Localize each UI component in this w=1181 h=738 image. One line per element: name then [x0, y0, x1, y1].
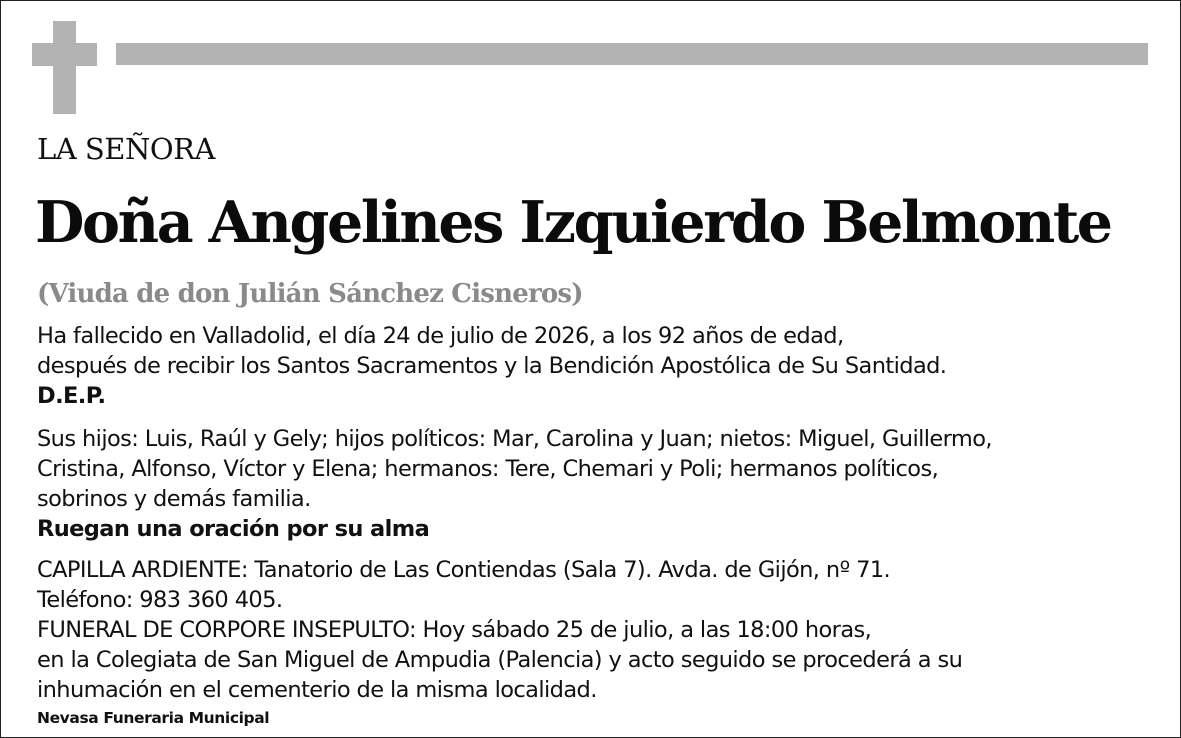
family-line: Cristina, Alfonso, Víctor y Elena; hermanos: Tere, Chemari y Poli; hermanos políticos,: [37, 456, 939, 482]
family-line: sobrinos y demás familia.: [37, 486, 311, 512]
death-announcement: [37, 321, 1157, 411]
funeral-home: Nevasa Funeraria Municipal: [37, 709, 270, 727]
deceased-name: Doña Angelines Izquierdo Belmonte: [35, 189, 1111, 256]
cross-icon: [32, 21, 97, 114]
service-line: CAPILLA ARDIENTE: Tanatorio de Las Contiendas (Sala 7). Avda. de Gijón, nº 71.: [37, 557, 891, 583]
prayer-request: Ruegan una oración por su alma: [37, 516, 430, 542]
family-list: [37, 424, 1157, 544]
service-line: Teléfono: 983 360 405.: [37, 587, 283, 613]
service-line: inhumación en el cementerio de la misma localidad.: [37, 677, 597, 703]
header-rule: [116, 43, 1148, 65]
service-line: FUNERAL DE CORPORE INSEPULTO: Hoy sábado 25 de julio, a las 18:00 horas,: [37, 617, 872, 643]
death-line: Ha fallecido en Valladolid, el día 24 de julio de 2026, a los 92 años de edad,: [37, 323, 844, 349]
service-details: [37, 555, 1157, 705]
honorific: LA SEÑORA: [37, 132, 215, 166]
family-line: Sus hijos: Luis, Raúl y Gely; hijos políticos: Mar, Carolina y Juan; nietos: Miguel, Guillermo,: [37, 426, 992, 452]
dep-heading: D.E.P.: [37, 383, 106, 409]
service-line: en la Colegiata de San Miguel de Ampudia (Palencia) y acto seguido se procederá a su: [37, 647, 963, 673]
widow-of: (Viuda de don Julián Sánchez Cisneros): [37, 279, 583, 309]
death-line: después de recibir los Santos Sacramentos y la Bendición Apostólica de Su Santidad.: [37, 353, 947, 379]
